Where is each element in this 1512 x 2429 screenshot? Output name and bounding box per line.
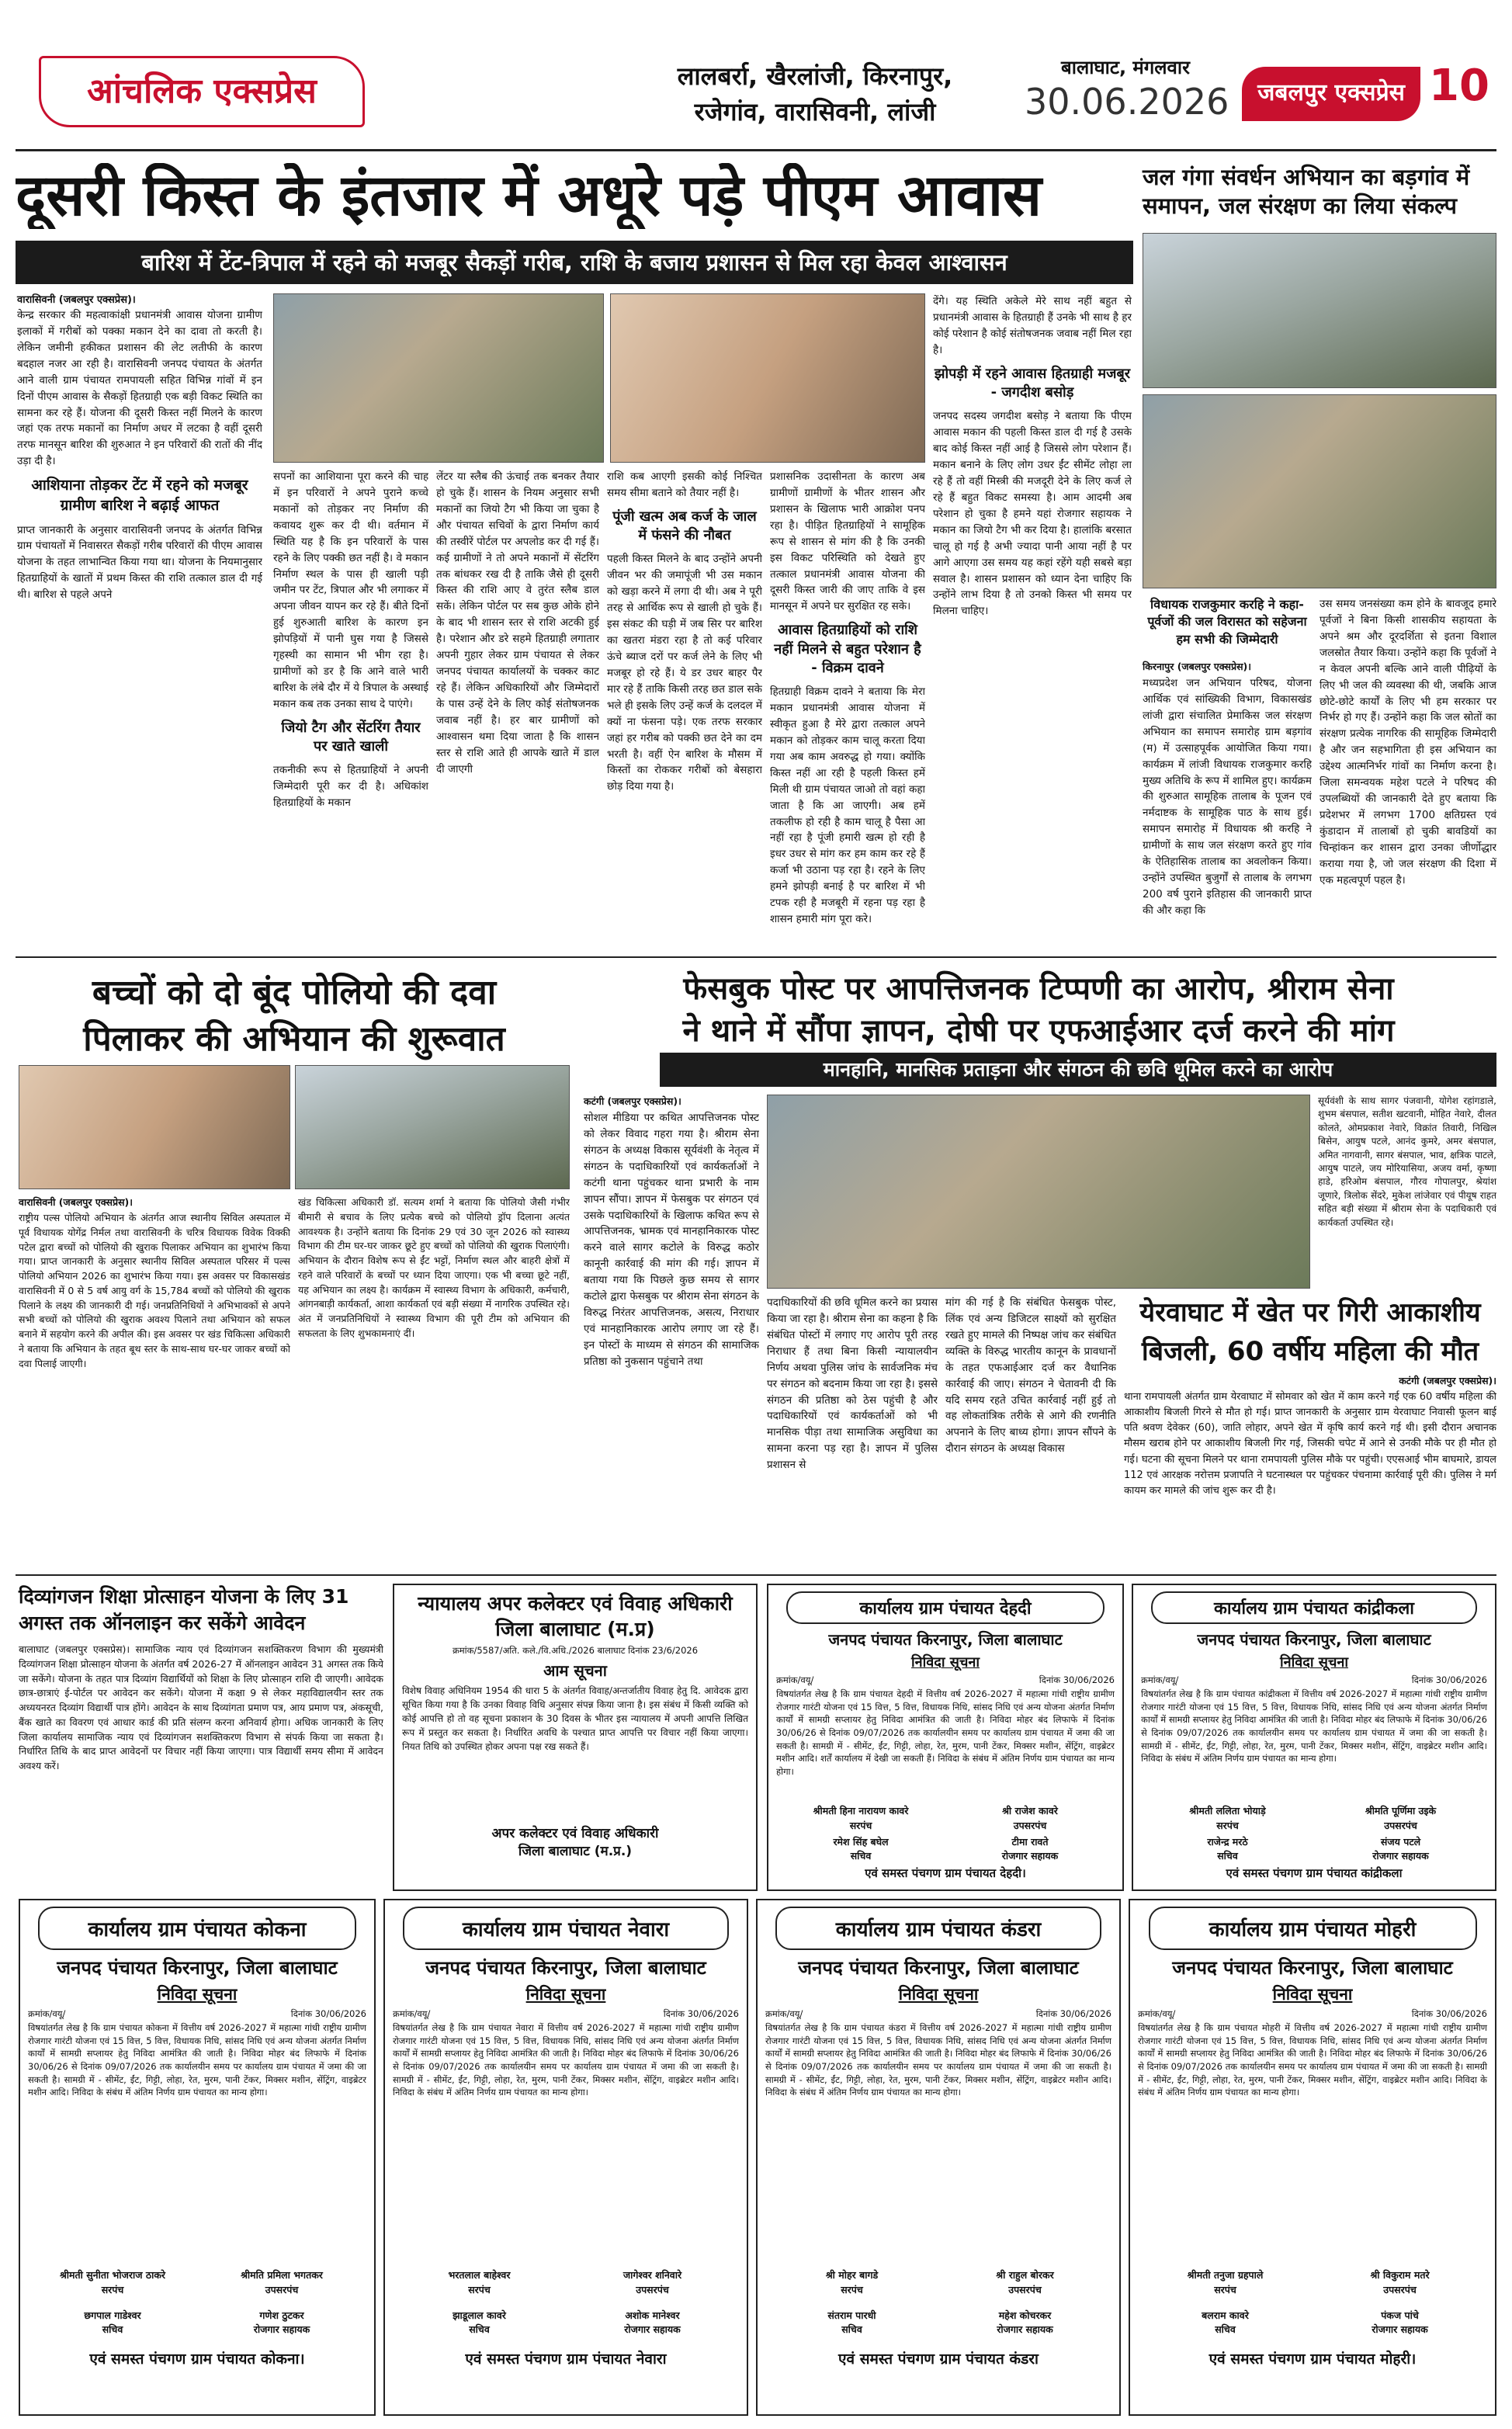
section-title: आंचलिक एक्सप्रेस bbox=[87, 71, 317, 111]
yerawaghat-body: थाना रामपायली अंतर्गत ग्राम येरवाघाट में सोमवार को खेत में काम करने गई एक 60 वर्षीय महिला की आकाशीय बिजली गिरने से मौत हो गई। प्राप्त जानकारी के अनुसार ग्राम येरवाघाट निवासी फूलन बाई पति श्रवण देवेकर (60), जाति लोहार, अपने खेत में कृषि कार्य करने गई थी। इसी दौरान अचानक मौसम खराब होने पर आकाशीय बिजली गिर गई, जिसकी चपेट में आने से उनकी मौके पर ही मौत हो गई। घटना की सूचना मिलने पर थाना रामपायली पुलिस मौके पर पहुंची। एएसआई भीम बाघमारे, डायल 112 एवं आरक्षक नरोत्तम प्रजापति ने घटनास्थल पर पहुंचकर पंचनामा कार्रवाई पूरी की। पुलिस ने मर्ग कायम कर मामले की जांच शुरू कर दी है। bbox=[1124, 1391, 1496, 1497]
tender-sign-right-name: श्रीमति पूर्णिमा उइके bbox=[1365, 1805, 1437, 1817]
tender-sign-left-name: श्री मोहर बागडे bbox=[825, 2269, 879, 2281]
collector-ref: क्रमांक/5587/अति. कले./वि.अधि./2026 बालाघाट दिनांक 23/6/2026 bbox=[452, 1645, 699, 1656]
lead-col-4-text-b: पहली किस्त मिलने के बाद उन्होंने अपनी जीवन भर की जमापूंजी भी उस मकान को खड़ा करने में लगा दी थी। अब ने पूरी तरह से आर्थिक रूप से खाली हो चुके हैं। इस संकट की घड़ी में जब सिर पर बारिश का खतरा मंडरा रहा है तो कई परिवार ऊंचे ब्याज दरों पर कर्ज लेने के लिए भी मजबूर हो रहे हैं। ये डर उधर बाहर पैर मार रहे हैं ताकि किसी तरह छत डाल सके भले ही इसके लिए उन्हें कर्ज के दलदल में क्यों ना फंसना पड़े। एक तरफ सरकार जहां हर गरीब को पक्की छत देने का दम भरती है। वहीं ऐन बारिश के मौसम में किस्तों का रोककर गरीबों को बेसहारा छोड़ दिया गया है। bbox=[607, 553, 762, 793]
polio-photo-2 bbox=[295, 1065, 570, 1189]
lead-col-1-text: केन्द्र सरकार की महत्वाकांक्षी प्रधानमंत्री आवास योजना ग्रामीण इलाकों में गरीबों को पक्का मकान देने का दावा तो करती है। लेकिन जमीनी हकीकत प्रशासन की लेट लतीफी के कारण बदहाल नजर आ रही है। वारासिवनी जनपद पंचायत के अंतर्गत आने वाली ग्राम पंचायत रामपायली सहित विभिन्न गांवों में इन दिनों पीएम आवास के सैकड़ों हितग्राही एक बड़ी विकट स्थिति का सामना कर रहे हैं। योजना की दूसरी किस्त नहीं मिलने के कारण जहां एक तरफ मकानों का निर्माण अधर में लटका है वहीं दूसरी तरफ मानसून बारिश की शुरुआत ने इन परिवारों की रातों की नींद उड़ा दी है। bbox=[17, 309, 262, 468]
facebook-dateline: कटंगी (जबलपुर एक्सप्रेस)। bbox=[584, 1095, 681, 1107]
jal-ganga-subhead: विधायक राजकुमार करहि ने कहा-पूर्वजों की जल विरासत को सहेजना हम सभी की जिम्मेदारी bbox=[1147, 597, 1307, 647]
tender-signatures bbox=[768, 1803, 1122, 1864]
tender-sign-right-role: उपसरपंच bbox=[1384, 1819, 1417, 1831]
lead-col-4 bbox=[607, 469, 762, 950]
facebook-headline-1: फेसबुक पोस्ट पर आपत्तिजनक टिप्पणी का आरोप, श्रीराम सेना bbox=[683, 971, 1394, 1007]
tender-sign-right-role: उपसरपंच bbox=[1383, 2283, 1417, 2295]
tender-sign-mid-left: छगपाल गाडेश्वर bbox=[84, 2309, 141, 2321]
regions-line-1: लालबर्रा, खैरलांजी, किरनापुर, bbox=[677, 61, 953, 91]
tender-office-banner bbox=[403, 1907, 728, 1950]
divyang-body: बालाघाट (जबलपुर एक्सप्रेस)। सामाजिक न्याय एवं दिव्यांगजन सशक्तिकरण विभाग की मुख्यमंत्री दिव्यांगजन शिक्षा प्रोत्साहन योजना के अंतर्गत वर्ष 2026-27 में ऑनलाइन आवेदन 31 अगस्त तक किये जा सकेंगे। योजना के तहत पात्र दिव्यांग विद्यार्थियों को शिक्षा के लिए प्रोत्साहन राशि दी जाएगी। आवेदक छात्र-छात्राएं ई-पोर्टल पर आवेदन कर सकेंगे। योजना में कक्षा 9 से लेकर महाविद्यालयीन स्तर तक अध्ययनरत दिव्यांग विद्यार्थी पात्र होंगे। आवेदन के साथ दिव्यांगता प्रमाण पत्र, आय प्रमाण पत्र, अंकसूची, बैंक खाते का विवरण एवं आधार कार्ड की प्रति संलग्न करना अनिवार्य होगा। अधिक जानकारी के लिए जिला कार्यालय सामाजिक न्याय एवं दिव्यांगजन सशक्तिकरण विभाग से संपर्क किया जा सकता है। निर्धारित तिथि के बाद प्राप्त आवेदनों पर विचार नहीं किया जाएगा। पात्र विद्यार्थी समय सीमा में आवेदन अवश्य करें। bbox=[19, 1643, 383, 1771]
lead-col-3 bbox=[436, 469, 599, 950]
tender-sign-mid-left-role: सचिव bbox=[841, 2323, 862, 2336]
issue-date: 30.06.2026 bbox=[1025, 81, 1229, 123]
tender-sign-left-role: सरपंच bbox=[101, 2283, 124, 2295]
facebook-headline-2: ने थाने में सौंपा ज्ञापन, दोषी पर एफआईआर दर्ज करने की मांग bbox=[682, 1013, 1395, 1049]
tender-sign-left-name: श्रीमती हिना नारायण कावरे bbox=[813, 1805, 909, 1817]
section-rule-1 bbox=[16, 956, 1496, 958]
tender-office-banner bbox=[775, 1907, 1101, 1950]
tender-sign-left-name: भरतलाल बाहेश्वर bbox=[448, 2269, 511, 2281]
lead-headline: दूसरी किस्त के इंतजार में अधूरे पड़े पीएम आवास bbox=[16, 163, 1042, 229]
polio-headline-2: पिलाकर की अभियान की शुरूवात bbox=[83, 1019, 505, 1059]
tender-sign-right-role: उपसरपंच bbox=[265, 2283, 299, 2295]
lead-col-6-text: देंगे। यह स्थिति अकेले मेरे साथ नहीं बहुत से प्रधानमंत्री आवास के हितग्राही हैं उनके भी साथ है हर कोई परेशान है कोई संतोषजनक जवाब नहीं मिल रहा है। bbox=[933, 295, 1132, 356]
tender-office-banner bbox=[786, 1591, 1105, 1624]
lead-col-5 bbox=[770, 469, 925, 950]
tender-date: दिनांक 30/06/2026 bbox=[663, 2008, 739, 2019]
paper-name: जबलपुर एक्सप्रेस bbox=[1257, 79, 1405, 106]
tender-janpad: जनपद पंचायत किरनापुर, जिला बालाघाट bbox=[57, 1957, 338, 1979]
lead-photo-1 bbox=[273, 293, 604, 463]
tender-sign-right-name: जागेश्वर शनिवारे bbox=[622, 2269, 682, 2281]
masthead-rule bbox=[16, 149, 1496, 151]
tender-title: निविदा सूचना bbox=[1272, 1985, 1353, 2004]
tender-sign-mid-left: संतराम पारधी bbox=[827, 2309, 876, 2321]
lead-col-2-text-b: तकनीकी रूप से हितग्राहियों ने अपनी जिम्मेदारी पूरी कर दी है। अधिकांश हितग्राहियों के मकान bbox=[273, 764, 428, 810]
yerawaghat-headline-2: बिजली, 60 वर्षीय महिला की मौत bbox=[1141, 1336, 1479, 1367]
lead-col-6-text-b: जनपद सदस्य जगदीश बसोड़ ने बताया कि पीएम आवास मकान की पहली किस्त डाल दी गई है उसके बाद कोई किस्त नहीं आई है जिससे लोग परेशान हैं। मकान बनाने के लिए लोग उधर ईंट सीमेंट लोहा ला रहे हैं तो वहीं मिस्त्री की मजदूरी देने के लिए कर्ज ले रहे हैं बहुत विकट समस्या है। आम आदमी अब परेशान हो चुका है हमने यहां रोजगार सहायक ने मकान का जियो टैग भी कर दिया है। हालांकि बरसात चालू हो गई है अभी ज्यादा पानी आया नहीं है पर आगे आएगा उस समय यह कहां रहेंगे यही सबसे बड़ा सवाल है। शासन प्रशासन को ध्यान देना चाहिए कि उन्होंने लाभ दिया है तो उनको किस्त भी समय पर मिलना चाहिए। bbox=[933, 410, 1132, 618]
tender-sign-left-name: श्रीमती सुनीता भोजराज ठाकरे bbox=[59, 2269, 166, 2281]
tender-sign-mid-left-role: सचिव bbox=[1217, 1850, 1238, 1862]
tender-sign-left-role: सरपंच bbox=[1214, 2283, 1236, 2295]
tender-signatures bbox=[1130, 2253, 1495, 2337]
section-rule-2 bbox=[16, 1574, 1496, 1576]
facebook-col-1: सोशल मीडिया पर कथित आपत्तिजनक पोस्ट को लेकर विवाद गहरा गया है। श्रीराम सेना संगठन के अध्यक्ष विकास सूर्यवंशी के नेतृत्व में संगठन के पदाधिकारियों एवं कार्यकर्ताओं ने कटंगी थाना पहुंचकर थाना प्रभारी के नाम ज्ञापन सौंपा। ज्ञापन में फेसबुक पर संगठन एवं उसके पदाधिकारियों के खिलाफ कथित रूप से आपत्तिजनक, भ्रामक एवं मानहानिकारक पोस्ट करने वाले सागर कटोले के विरुद्ध कठोर कानूनी कार्रवाई की मांग की गई। ज्ञापन में बताया गया कि पिछले कुछ समय से सागर कटोले द्वारा फेसबुक पर श्रीराम सेना संगठन के विरुद्ध निरंतर आपत्तिजनक, असत्य, निराधार एवं मानहानिकारक आरोप लगाए जा रहे हैं। इन पोस्टों के माध्यम से संगठन की सामाजिक प्रतिष्ठा को नुकसान पहुंचाने तथा bbox=[584, 1112, 759, 1368]
tender-sign-mid-left-role: सचिव bbox=[1215, 2323, 1236, 2336]
tender-sign-mid-right-role: रोजगार सहायक bbox=[1372, 2323, 1428, 2336]
polio-photo-1 bbox=[19, 1065, 290, 1189]
polio-col-1: राष्ट्रीय पल्स पोलियो अभियान के अंतर्गत आज स्थानीय सिविल अस्पताल में पूर्व विधायक योगेंद्र निर्मल तथा वारासिवनी के चरित्र विधायक विवेक विक्की पटेल द्वारा बच्चों को पोलियो की खुराक पिलाकर अभियान का शुभारंभ किया गया। प्राप्त जानकारी के अनुसार स्थानीय सिविल अस्पताल परिसर में पल्स पोलियो अभियान 2026 का शुभारंभ किया गया। इस अवसर पर विकासखंड वारासिवनी में 0 से 5 वर्ष आयु वर्ग के 15,784 बच्चों को पोलियो की खुराक पिलाने के लक्ष्य की जानकारी दी गई। जनप्रतिनिधियों ने अभिभावकों से अपने सभी बच्चों को पोलियो की खुराक अवश्य पिलाने तथा अभियान को सफल बनाने में सहयोग करने की अपील की। इस अवसर पर खंड चिकित्सा अधिकारी ने बताया कि अभियान के तहत बूथ स्तर के साथ-साथ घर-घर जाकर बच्चों को दवा पिलाई जाएगी। bbox=[19, 1212, 290, 1369]
tender-sign-mid-right: पंकज पांचे bbox=[1381, 2309, 1419, 2321]
collector-notice bbox=[393, 1584, 758, 1891]
tender-footer: एवं समस्त पंचगण ग्राम पंचायत मोहरी। bbox=[1209, 2351, 1417, 2368]
tender-office-banner bbox=[38, 1907, 356, 1950]
tender-title: निविदा सूचना bbox=[525, 1985, 606, 2004]
collector-heading: न्यायालय अपर कलेक्टर एवं विवाह अधिकारी जिला बालाघाट (म.प्र) bbox=[418, 1592, 733, 1640]
tender-sign-mid-right-role: रोजगार सहायक bbox=[997, 2323, 1053, 2336]
jal-ganga-col-1: मध्यप्रदेश जन अभियान परिषद, योजना आर्थिक एवं सांख्यिकी विभाग, विकासखंड लांजी द्वारा संचालित प्रेमाकिस जल संरक्षण अभियान का समापन समारोह ग्राम बड़गांव (म) में उत्साहपूर्वक आयोजित किया गया। कार्यक्रम में लांजी विधायक राजकुमार करहि मुख्य अतिथि के रूप में शामिल हुए। कार्यक्रम की शुरुआत सामूहिक तालाब के पूजन एवं नर्मदाष्टक के सामूहिक पाठ के साथ हुई। समापन समारोह में विधायक श्री करहि ने ग्रामीणों के साथ जल संरक्षण करते हुए गांव के ऐतिहासिक तालाब का अवलोकन किया। उन्होंने उपस्थित बुजुर्गों से तालाब के लगभग 200 वर्ष पुराने इतिहास की जानकारी प्राप्त की और कहा कि bbox=[1143, 677, 1312, 917]
tender-office: कार्यालय ग्राम पंचायत नेवारा bbox=[462, 1918, 670, 1941]
tender-body: विषयांतर्गत लेख है कि ग्राम पंचायत कांद्रीकला में वित्तीय वर्ष 2026-2027 में महात्मा गांधी राष्ट्रीय ग्रामीण रोजगार गारंटी योजना एवं 15 वित्त, 5 वित्त, विधायक निधि, सांसद निधि एवं अन्य योजना अंतर्गत निर्माण कार्यों में सामग्री सप्लायर हेतु निविदा आमंत्रित की जाती है। निविदा मोहर बंद लिफाफे में दिनांक 30/06/26 से दिनांक 09/07/2026 तक कार्यालयीन समय पर कार्यालय ग्राम पंचायत में जमा की जा सकती है। सामग्री में - सीमेंट, ईंट, गिट्टी, लोहा, रेत, मुरम, पानी टेंकर, मिक्सर मशीन, सेंट्रिंग, वाइब्रेटर मशीन आदि। निविदा के संबंध में अंतिम निर्णय ग्राम पंचायत का मान्य होगा। bbox=[1141, 1688, 1487, 1764]
facebook-col-2: पदाधिकारियों की छवि धूमिल करने का प्रयास किया जा रहा है। श्रीराम सेना का कहना है कि संबंधित पोस्टों में लगाए गए आरोप पूरी तरह निराधार हैं तथा बिना किसी न्यायालयीन निर्णय अथवा पुलिस जांच के सार्वजनिक मंच पर संगठन को बदनाम किया जा रहा है। इससे संगठन की प्रतिष्ठा को ठेस पहुंची है और पदाधिकारियों एवं कार्यकर्ताओं को भी मानसिक पीड़ा तथा सामाजिक असुविधा का सामना करना पड़ रहा है। ज्ञापन में पुलिस प्रशासन से bbox=[767, 1296, 938, 1472]
tender-janpad: जनपद पंचायत किरनापुर, जिला बालाघाट bbox=[425, 1957, 706, 1979]
tender-title: निविदा सूचना bbox=[898, 1985, 979, 2004]
tender-signatures bbox=[1133, 1803, 1495, 1864]
collector-sign-1: अपर कलेक्टर एवं विवाह अधिकारी bbox=[491, 1826, 659, 1841]
tender-title: निविदा सूचना bbox=[910, 1654, 980, 1671]
tender-sign-left-name: श्रीमती तनुजा ग्रहपाले bbox=[1187, 2269, 1264, 2281]
lead-col-6 bbox=[933, 293, 1132, 950]
tender-sign-mid-right: टीमा रावते bbox=[1011, 1835, 1049, 1848]
tender-sign-left-role: सरपंच bbox=[849, 1819, 872, 1831]
collector-sign-2: जिला बालाघाट (म.प्र.) bbox=[518, 1844, 633, 1859]
jal-ganga-headline: जल गंगा संवर्धन अभियान का बड़गांव में समापन, जल संरक्षण का लिया संकल्प bbox=[1143, 164, 1470, 220]
tender-body: विषयांतर्गत लेख है कि ग्राम पंचायत देहदी में वित्तीय वर्ष 2026-2027 में महात्मा गांधी राष्ट्रीय ग्रामीण रोजगार गारंटी योजना एवं 15 वित्त, 5 वित्त, विधायक निधि, सांसद निधि एवं अन्य योजना अंतर्गत निर्माण कार्यों में सामग्री सप्लायर हेतु निविदा आमंत्रित की जाती है। निविदा मोहर बंद लिफाफे में दिनांक 30/06/26 से दिनांक 09/07/2026 तक कार्यालयीन समय पर कार्यालय ग्राम पंचायत में जमा की जा सकती है। सामग्री में - सीमेंट, ईंट, गिट्टी, लोहा, रेत, मुरम, पानी टेंकर, मिक्सर मशीन, सेंट्रिंग, वाइब्रेटर मशीन आदि। शर्तें कार्यालय में देखी जा सकती हैं। निविदा के संबंध में अंतिम निर्णय ग्राम पंचायत का मान्य होगा। bbox=[776, 1688, 1115, 1778]
lead-dateline: वारासिवनी (जबलपुर एक्सप्रेस)। bbox=[17, 294, 136, 306]
tender-notice bbox=[19, 1899, 376, 2416]
tender-notice bbox=[1129, 1899, 1496, 2416]
tender-sign-left-role: सरपंच bbox=[1216, 1819, 1239, 1831]
tender-ref: क्रमांक/वयू/ bbox=[1138, 2008, 1176, 2019]
facebook-col-3: मांग की गई है कि संबंधित फेसबुक पोस्ट, लिंक एवं अन्य डिजिटल साक्ष्यों को सुरक्षित रखते हुए मामले की निष्पक्ष जांच कर संबंधित व्यक्ति के विरुद्ध भारतीय कानून के प्रावधानों के तहत एफआईआर दर्ज कर वैधानिक कार्रवाई की जाए। संगठन ने चेतावनी दी कि यदि समय रहते उचित कार्रवाई नहीं हुई तो वह लोकतांत्रिक तरीके से आगे की रणनीति अपनाने के लिए बाध्य होगा। ज्ञापन सौंपने के दौरान संगठन के अध्यक्ष विकास bbox=[945, 1296, 1116, 1456]
tender-footer: एवं समस्त पंचगण ग्राम पंचायत कोकना। bbox=[89, 2351, 305, 2368]
tender-ref-row bbox=[1130, 2008, 1495, 2020]
tender-footer: एवं समस्त पंचगण ग्राम पंचायत कांद्रीकला bbox=[1226, 1866, 1403, 1880]
tender-body: विषयांतर्गत लेख है कि ग्राम पंचायत मोहरी में वित्तीय वर्ष 2026-2027 में महात्मा गांधी राष्ट्रीय ग्रामीण रोजगार गारंटी योजना एवं 15 वित्त, 5 वित्त, विधायक निधि, सांसद निधि एवं अन्य योजना अंतर्गत निर्माण कार्यों में सामग्री सप्लायर हेतु निविदा आमंत्रित की जाती है। निविदा मोहर बंद लिफाफे में दिनांक 30/06/26 से दिनांक 09/07/2026 तक कार्यालयीन समय पर कार्यालय ग्राम पंचायत में जमा की जा सकती है। सामग्री में - सीमेंट, ईंट, गिट्टी, लोहा, रेत, मुरम, पानी टेंकर, मिक्सर मशीन, सेंट्रिंग, वाइब्रेटर मशीन आदि। निविदा के संबंध में अंतिम निर्णय ग्राम पंचायत का मान्य होगा। bbox=[1138, 2022, 1487, 2098]
tender-sign-mid-right-role: रोजगार सहायक bbox=[253, 2323, 310, 2336]
tender-sign-mid-left: झाडूलाल कावरे bbox=[453, 2309, 506, 2321]
tender-body: विषयांतर्गत लेख है कि ग्राम पंचायत कंडरा में वित्तीय वर्ष 2026-2027 में महात्मा गांधी राष्ट्रीय ग्रामीण रोजगार गारंटी योजना एवं 15 वित्त, 5 वित्त, विधायक निधि, सांसद निधि एवं अन्य योजना अंतर्गत निर्माण कार्यों में सामग्री सप्लायर हेतु निविदा आमंत्रित की जाती है। निविदा मोहर बंद लिफाफे में दिनांक 30/06/26 से दिनांक 09/07/2026 तक कार्यालयीन समय पर कार्यालय ग्राम पंचायत में जमा की जा सकती है। सामग्री में - सीमेंट, ईंट, गिट्टी, लोहा, रेत, मुरम, पानी टेंकर, मिक्सर मशीन, सेंट्रिंग, वाइब्रेटर मशीन आदि। निविदा के संबंध में अंतिम निर्णय ग्राम पंचायत का मान्य होगा। bbox=[765, 2022, 1111, 2098]
tender-ref: क्रमांक/वयू/ bbox=[776, 1674, 814, 1685]
tender-office: कार्यालय ग्राम पंचायत कंडरा bbox=[835, 1918, 1042, 1941]
tender-sign-mid-left-role: सचिव bbox=[102, 2323, 123, 2336]
yerawaghat-dateline: कटंगी (जबलपुर एक्सप्रेस)। bbox=[1399, 1375, 1496, 1386]
section-title-banner bbox=[39, 56, 365, 127]
tender-date: दिनांक 30/06/2026 bbox=[1411, 1674, 1487, 1685]
tender-janpad: जनपद पंचायत किरनापुर, जिला बालाघाट bbox=[1197, 1630, 1431, 1649]
polio-dateline: वारासिवनी (जबलपुर एक्सप्रेस)। bbox=[19, 1196, 133, 1208]
tender-sign-right-name: श्री राहुल बोरकर bbox=[996, 2269, 1054, 2281]
jal-ganga-col-2: उस समय जनसंख्या कम होने के बावजूद हमारे पूर्वजों ने बिना किसी शासकीय सहायता के अपने श्रम और दूरदर्शिता से इतना विशाल जलस्रोत तैयार किया। उन्होंने कहा कि पूर्वजों ने न केवल अपनी बल्कि आने वाली पीढ़ियों के लिए भी जल की व्यवस्था की थी, जबकि आज छोटे-छोटे कार्यों के लिए भी हम सरकार पर निर्भर हो गए हैं। उन्होंने कहा कि जल स्रोतों का संरक्षण प्रत्येक नागरिक की सामूहिक जिम्मेदारी है और जन सहभागिता ही इस अभियान का उद्देश्य आत्मनिर्भर गांवों का निर्माण करना है। जिला समन्वयक महेश पटले ने परिषद की उपलब्धियों की जानकारी देते हुए बताया कि प्रदेशभर में लगभग 1700 क्षतिग्रस्त एवं कुंडादान में तालाबों हो चुकी बावडियों का चिन्हांकन कर शासन द्वारा उनका जीर्णोद्धार कराया गया है, जो जल संरक्षण की दिशा में एक महत्वपूर्ण पहल है। bbox=[1320, 598, 1496, 887]
lead-col-5-text-b: हितग्राही विक्रम दावने ने बताया कि मेरा मकान प्रधानमंत्री आवास योजना में स्वीकृत हुआ है मेरे द्वारा तत्काल अपने मकान को तोड़कर काम चालू करता दिया गया अब काम अवरुद्ध हो गया। क्योंकि किस्त नहीं आ रही है पहली किस्त हमें मिली थी ग्राम पंचायत जाओ तो वहां कहा जाता है कि आ जाएगी। अब हमें तकलीफ हो रही है काम चालू है पैसा आ नहीं रहा है पूंजी हमारी खत्म हो रही है इधर उधर से मांग कर हम काम कर रहे हैं कर्जा भी उठाना पड़ रहा है। रहने के लिए हमने झोपड़ी बनाई है पर बारिश में भी टपक रही है मजबूरी में रहना पड़ रहा है शासन हमारी मांग पूरा करे। bbox=[770, 685, 925, 926]
lead-col-1-text-b: प्राप्त जानकारी के अनुसार वारासिवनी जनपद के अंतर्गत विभिन्न ग्राम पंचायतों में निवासरत सैकड़ों गरीब परिवारों की पीएम आवास योजना के तहत लाभान्वित किया गया था। योजना के नियमानुसार हितग्राहियों के खातों में प्रथम किस्त की राशि तत्काल डाल दी गई थी। बारिश से पहले अपने bbox=[17, 523, 262, 602]
tender-notice bbox=[383, 1899, 748, 2416]
tender-date: दिनांक 30/06/2026 bbox=[1035, 2008, 1111, 2019]
tender-sign-right-role: उपसरपंच bbox=[636, 2283, 669, 2295]
tender-sign-mid-right: गणेश ठुटकर bbox=[259, 2309, 304, 2321]
tender-ref-row bbox=[20, 2008, 374, 2020]
tender-date: दिनांक 30/06/2026 bbox=[1039, 1674, 1115, 1685]
tender-office-banner bbox=[1151, 1591, 1476, 1624]
tender-sign-mid-right: महेश कोचरकर bbox=[998, 2309, 1052, 2321]
tender-signatures bbox=[385, 2253, 747, 2337]
tender-footer: एवं समस्त पंचगण ग्राम पंचायत कंडरा bbox=[838, 2351, 1039, 2368]
lead-subhead: बारिश में टेंट-त्रिपाल में रहने को मजबूर सैकड़ों गरीब, राशि के बजाय प्रशासन से मिल रहा केवल आश्वासन bbox=[16, 241, 1133, 284]
lead-col-1-subhead: आशियाना तोड़कर टेंट में रहने को मजबूर ग्रामीण बारिश ने बढ़ाई आफत bbox=[31, 477, 248, 514]
tender-notice bbox=[767, 1584, 1124, 1891]
tender-sign-right-role: उपसरपंच bbox=[1008, 2283, 1042, 2295]
tender-date: दिनांक 30/06/2026 bbox=[290, 2008, 366, 2019]
tender-sign-right-name: श्री राजेश कावरे bbox=[1002, 1805, 1058, 1817]
tender-footer: एवं समस्त पंचगण ग्राम पंचायत नेवारा bbox=[465, 2351, 667, 2368]
lead-col-2-text: सपनों का आशियाना पूरा करने की चाह में इन परिवारों ने अपने पुराने कच्चे मकानों को तोड़कर नए निर्माण की कवायद शुरू कर दी थी। वर्तमान में स्थिति यह है कि इन परिवारों के पास रहने के लिए पक्की छत नहीं है। वे मकान निर्माण स्थल के पास ही खाली पड़ी जमीन पर टेंट, त्रिपाल और भी लगाकर में अपना जीवन यापन कर रहे हैं। बीते दिनों हुई शुरुआती बारिश के कारण इन झोपड़ियों में पानी घुस गया है जिससे गृहस्थी का सामान भी भीग रहा है। ग्रामीणों को डर है कि आने वाले भारी बारिश के लंबे दौर में ये त्रिपाल के अस्थाई मकान कब तक उनका साथ दे पाएंगे। bbox=[273, 470, 428, 710]
tender-janpad: जनपद पंचायत किरनापुर, जिला बालाघाट bbox=[828, 1630, 1063, 1649]
page-number: 10 bbox=[1429, 61, 1489, 111]
collector-title: आम सूचना bbox=[543, 1661, 607, 1680]
tender-body: विषयांतर्गत लेख है कि ग्राम पंचायत नेवारा में वित्तीय वर्ष 2026-2027 में महात्मा गांधी राष्ट्रीय ग्रामीण रोजगार गारंटी योजना एवं 15 वित्त, 5 वित्त, विधायक निधि, सांसद निधि एवं अन्य योजना अंतर्गत निर्माण कार्यों में सामग्री सप्लायर हेतु निविदा आमंत्रित की जाती है। निविदा मोहर बंद लिफाफे में दिनांक 30/06/26 से दिनांक 09/07/2026 तक कार्यालयीन समय पर कार्यालय ग्राम पंचायत में जमा की जा सकती है। सामग्री में - सीमेंट, ईंट, गिट्टी, लोहा, रेत, मुरम, पानी टेंकर, मिक्सर मशीन, सेंट्रिंग, वाइब्रेटर मशीन आदि। निविदा के संबंध में अंतिम निर्णय ग्राम पंचायत का मान्य होगा। bbox=[393, 2022, 739, 2098]
regions-line-2: रजेगांव, वारासिवनी, लांजी bbox=[694, 97, 936, 127]
masthead bbox=[16, 9, 1496, 145]
lead-col-4-text: राशि कब आएगी इसकी कोई निश्चित समय सीमा बताने को तैयार नहीं है। bbox=[607, 470, 762, 499]
tender-sign-mid-left-role: सचिव bbox=[469, 2323, 490, 2336]
jal-ganga-photo-1 bbox=[1143, 233, 1496, 388]
jal-ganga-photo-2 bbox=[1143, 394, 1496, 588]
tender-ref-row bbox=[768, 1674, 1122, 1686]
facebook-col-4-visible: सूर्यवंशी के साथ सागर पंजवानी, योगेश रहांगडाले, शुभम बंसपाल, सतीश खटवानी, मोहित नेवारे, दीलत कोलते, ओमप्रकाश नेवारे, विक्रांत तिवारी, निखिल बिसेन, आयुष पटले, आनंद कुमरे, अमर बंसपाल, अमित नागवानी, सागर बंसपाल, भाव, क्षत्रिक पाटले, आयुष पाटले, जय मोरियासिया, अजय वर्मा, कृष्णा हाडे, हरिओम बंसपाल, गौरव गोपालपुर, श्रेयांश जूणारे, त्रिलोक सेंदरे, मुकेश लांजेवार एवं पीयूष राहत सहित बड़ी संख्या में श्रीराम सेना के पदाधिकारी एवं कार्यकर्ता उपस्थित रहे। bbox=[1318, 1095, 1496, 1228]
tender-office-banner bbox=[1149, 1907, 1477, 1950]
tender-sign-right-name: श्रीमति प्रमिला भगतकर bbox=[241, 2269, 323, 2281]
tender-footer: एवं समस्त पंचगण ग्राम पंचायत देहदी। bbox=[865, 1866, 1026, 1880]
tender-notice bbox=[756, 1899, 1121, 2416]
tender-sign-mid-right: संजय पटले bbox=[1380, 1835, 1421, 1848]
tender-title: निविदा सूचना bbox=[1279, 1654, 1349, 1671]
tender-ref: क्रमांक/वयू/ bbox=[28, 2008, 66, 2019]
lead-col-3-text: लेंटर या स्लैब की ऊंचाई तक बनकर तैयार हो चुके हैं। शासन के नियम अनुसार सभी मकानों का जियो टैग भी किया जा चुका है और पंचायत सचिवों के द्वारा निर्माण कार्य की तस्वीरें पोर्टल पर अपलोड कर दी गई हैं। कई ग्रामीणों ने तो अपने मकानों में सेंटरिंग तक बांधकर रख दी है ताकि जैसे ही दूसरी किस्त की राशि आए वे तुरंत स्लैब डाल सकें। लेकिन पोर्टल पर सब कुछ ओके होने के बाद भी शासन स्तर से राशि अटकी हुई है। परेशान और डरे सहमे हितग्राही लगातार अपनी गुहार लेकर ग्राम पंचायत से लेकर जनपद पंचायत कार्यालयों के चक्कर काट रहे हैं। लेकिन अधिकारियों और जिम्मेदारों के पास उन्हें देने के लिए कोई संतोषजनक जवाब नहीं है। हर बार ग्रामीणों को आश्वासन थमा दिया जाता है कि शासन स्तर से राशि आते ही आपके खाते में डाल दी जाएगी bbox=[436, 470, 599, 776]
jal-ganga-dateline: किरनापुर (जबलपुर एक्सप्रेस)। bbox=[1143, 661, 1251, 672]
tender-ref: क्रमांक/वयू/ bbox=[765, 2008, 803, 2019]
tender-office: कार्यालय ग्राम पंचायत कोकना bbox=[88, 1918, 307, 1941]
tender-ref: क्रमांक/वयू/ bbox=[393, 2008, 431, 2019]
tender-janpad: जनपद पंचायत किरनापुर, जिला बालाघाट bbox=[798, 1957, 1079, 1979]
polio-headline-1: बच्चों को दो बूंद पोलियो की दवा bbox=[92, 973, 497, 1012]
lead-col-4-subhead: पूंजी खत्म अब कर्ज के जाल में फंसने की नौबत bbox=[612, 508, 757, 544]
tender-sign-mid-left: बलराम कावरे bbox=[1202, 2309, 1249, 2321]
paper-name-banner bbox=[1242, 67, 1420, 121]
polio-col-2: खंड चिकित्सा अधिकारी डॉ. सत्यम शर्मा ने बताया कि पोलियो जैसी गंभीर बीमारी से बचाव के लिए प्रत्येक बच्चे को पोलियो ड्रॉप दिलाना अत्यंत आवश्यक है। उन्होंने बताया कि दिनांक 29 एवं 30 जून 2026 को स्वास्थ्य विभाग की टीम घर-घर जाकर छूटे हुए बच्चों को पोलियो की खुराक पिलाएंगी। अभियान के दौरान विशेष रूप से ईंट भट्टों, निर्माण स्थल और बाहरी क्षेत्रों में रहने वाले परिवारों के बच्चों पर ध्यान दिया जाएगा। एक भी बच्चा छूटे नहीं, यह अभियान का लक्ष्य है। कार्यक्रम में स्वास्थ्य विभाग के अधिकारी, कर्मचारी, आंगनबाड़ी कार्यकर्ता, आशा कार्यकर्ता एवं बड़ी संख्या में नागरिक उपस्थित रहे। अंत में जनप्रतिनिधियों ने स्वास्थ्य विभाग की पूरी टीम को अभियान की सफलता के लिए शुभकामनाएं दीं। bbox=[298, 1196, 570, 1339]
tender-ref-row bbox=[385, 2008, 747, 2020]
tender-sign-left-name: श्रीमती ललिता भोयाड़े bbox=[1189, 1805, 1266, 1817]
facebook-subhead: मानहानि, मानसिक प्रताड़ना और संगठन की छवि धूमिल करने का आरोप bbox=[660, 1053, 1496, 1087]
tender-office: कार्यालय ग्राम पंचायत मोहरी bbox=[1209, 1918, 1417, 1941]
lead-col-6-subhead: झोपड़ी में रहने आवास हितग्राही मजबूर - जगदीश बसोड़ bbox=[934, 365, 1131, 401]
lead-col-2-subhead: जियो टैग और सेंटरिंग तैयार पर खाते खाली bbox=[281, 719, 421, 755]
tender-notice bbox=[1132, 1584, 1496, 1891]
tender-office: कार्यालय ग्राम पंचायत कांद्रीकला bbox=[1214, 1599, 1414, 1619]
tender-office: कार्यालय ग्राम पंचायत देहदी bbox=[859, 1599, 1032, 1619]
tender-sign-mid-left-role: सचिव bbox=[850, 1850, 872, 1862]
yerawaghat-headline-1: येरवाघाट में खेत पर गिरी आकाशीय bbox=[1139, 1297, 1481, 1328]
collector-body: विशेष विवाह अधिनियम 1954 की धारा 5 के अंतर्गत विवाह/अन्तर्जातीय विवाह हेतु दि. आवेदक द्वारा सूचित किया गया है कि उनका विवाह विधि अनुसार संपन्न किया जाना है। इस संबंध में किसी व्यक्ति को कोई आपत्ति हो तो वह सूचना प्रकाशन के 30 दिवस के भीतर इस न्यायालय में अपनी आपत्ति लिखित रूप में प्रस्तुत कर सकता है। निर्धारित अवधि के पश्चात प्राप्त आपत्ति पर विचार नहीं किया जाएगा। नियत तिथि को उपस्थित होकर अपना पक्ष रख सकते हैं। bbox=[402, 1685, 748, 1752]
tender-sign-right-name: श्री विकुराम मतरे bbox=[1370, 2269, 1430, 2281]
lead-col-5-text: प्रशासनिक उदासीनता के कारण अब ग्रामीणों ग्रामीणों के भीतर शासन और प्रशासन के खिलाफ भारी आक्रोश पनप रहा है। पीड़ित हितग्राहियों ने सामूहिक रूप से शासन से मांग की है कि उनकी इस विकट परिस्थिति को देखते हुए तत्काल प्रधानमंत्री आवास योजना की दूसरी किस्त जारी की जाए ताकि वे इस मानसून में अपने घर सुरक्षित रह सके। bbox=[770, 470, 925, 613]
tender-sign-left-role: सरपंच bbox=[841, 2283, 863, 2295]
tender-ref-row bbox=[1133, 1674, 1495, 1686]
tender-signatures bbox=[20, 2253, 374, 2337]
tender-sign-mid-right: अशोक मानेश्वर bbox=[625, 2309, 680, 2321]
lead-col-2 bbox=[273, 469, 428, 950]
lead-photo-2 bbox=[610, 293, 925, 463]
tender-sign-mid-left: रमेश सिंह बघेल bbox=[833, 1835, 889, 1848]
tender-sign-mid-left: राजेन्द्र मरठे bbox=[1207, 1835, 1248, 1848]
tender-sign-left-role: सरपंच bbox=[468, 2283, 491, 2295]
tender-sign-mid-right-role: रोजगार सहायक bbox=[624, 2323, 681, 2336]
tender-janpad: जनपद पंचायत किरनापुर, जिला बालाघाट bbox=[1172, 1957, 1453, 1979]
tender-title: निविदा सूचना bbox=[157, 1985, 238, 2004]
tender-sign-mid-right-role: रोजगार सहायक bbox=[1372, 1850, 1429, 1862]
facebook-photo bbox=[767, 1095, 1310, 1289]
place-day: बालाघाट, मंगलवार bbox=[1061, 57, 1190, 78]
tender-signatures bbox=[758, 2253, 1119, 2337]
tender-sign-right-role: उपसरपंच bbox=[1013, 1819, 1047, 1831]
tender-ref: क्रमांक/वयू/ bbox=[1141, 1674, 1179, 1685]
divyang-headline: दिव्यांगजन शिक्षा प्रोत्साहन योजना के लिए 31 अगस्त तक ऑनलाइन कर सकेंगे आवेदन bbox=[19, 1585, 349, 1634]
lead-col-5-subhead: आवास हितग्राहियों को राशि नहीं मिलने से बहुत परेशान है - विक्रम दावने bbox=[774, 622, 921, 676]
tender-sign-mid-right-role: रोजगार सहायक bbox=[1001, 1850, 1059, 1862]
tender-body: विषयांतर्गत लेख है कि ग्राम पंचायत कोकना में वित्तीय वर्ष 2026-2027 में महात्मा गांधी राष्ट्रीय ग्रामीण रोजगार गारंटी योजना एवं 15 वित्त, 5 वित्त, विधायक निधि, सांसद निधि एवं अन्य योजना अंतर्गत निर्माण कार्यों में सामग्री सप्लायर हेतु निविदा आमंत्रित की जाती है। निविदा मोहर बंद लिफाफे में दिनांक 30/06/26 से दिनांक 09/07/2026 तक कार्यालयीन समय पर कार्यालय ग्राम पंचायत में जमा की जा सकती है। सामग्री में - सीमेंट, ईंट, गिट्टी, लोहा, रेत, मुरम, पानी टेंकर, मिक्सर मशीन, सेंट्रिंग, वाइब्रेटर मशीन आदि। निविदा के संबंध में अंतिम निर्णय ग्राम पंचायत का मान्य होगा। bbox=[28, 2022, 366, 2098]
tender-ref-row bbox=[758, 2008, 1119, 2020]
tender-date: दिनांक 30/06/2026 bbox=[1411, 2008, 1487, 2019]
